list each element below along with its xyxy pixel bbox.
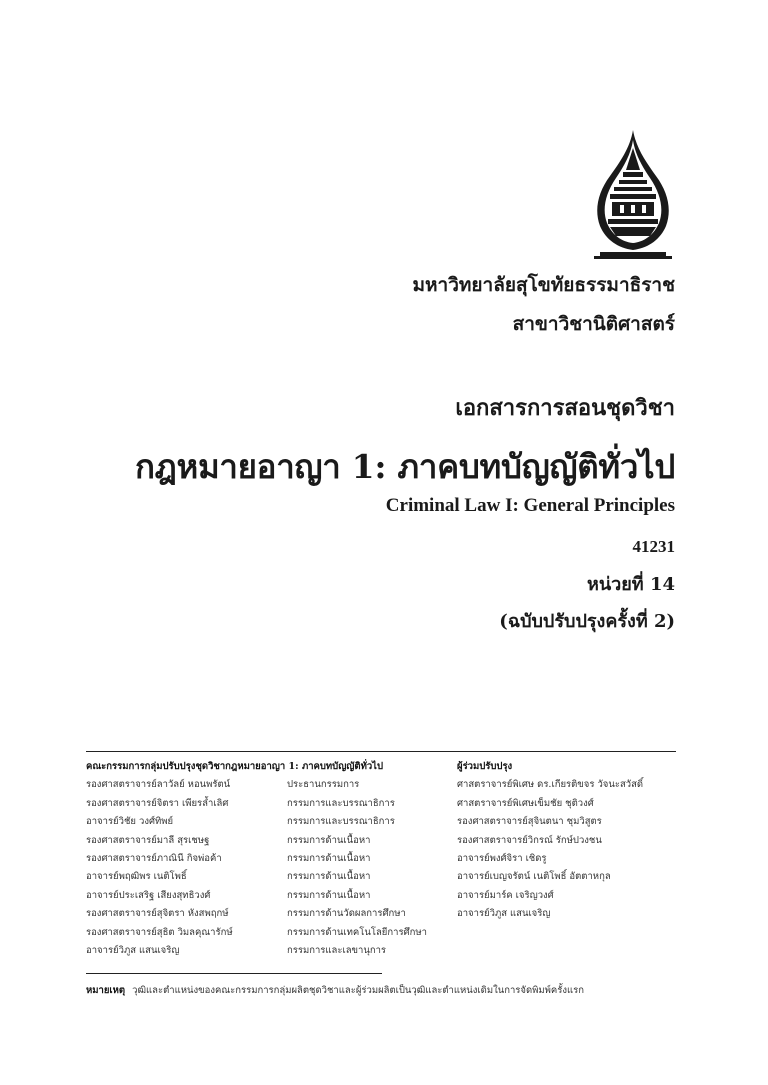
committee-member-name: รองศาสตราจารย์มาลี สุรเชษฐ — [86, 834, 210, 846]
unit-number: หน่วยที่ 14 — [586, 574, 675, 595]
committee-member-role: กรรมการด้านวัดผลการศึกษา — [287, 908, 406, 920]
course-code: 41231 — [632, 537, 675, 556]
contributor-name: รองศาสตราจารย์สุจินตนา ชุมวิสูตร — [457, 816, 602, 828]
committee-member-role: ประธานกรรมการ — [287, 779, 360, 791]
university-name: มหาวิทยาลัยสุโขทัยธรรมาธิราช — [412, 274, 675, 296]
committee-member-role: กรรมการด้านเทคโนโลยีการศึกษา — [287, 926, 427, 938]
committee-member-name: อาจารย์พฤฒิพร เนติโพธิ์ — [86, 871, 187, 883]
university-emblem — [590, 128, 676, 260]
contributor-name: อาจารย์วิภูส แสนเจริญ — [457, 908, 551, 920]
contributor-name: รองศาสตราจารย์วิกรณ์ รักษ์ปวงชน — [457, 834, 602, 846]
department-name: สาขาวิชานิติศาสตร์ — [512, 313, 675, 335]
committee-member-name: อาจารย์วิชัย วงศ์ทิพย์ — [86, 816, 174, 828]
contributor-name: ศาสตราจารย์พิเศษ ดร.เกียรติขจร วัจนะสวัสดิ์ — [457, 779, 644, 791]
committee-member-role: กรรมการด้านเนื้อหา — [287, 834, 371, 846]
committee-member-role: กรรมการด้านเนื้อหา — [287, 871, 371, 883]
committee-member-role: กรรมการและบรรณาธิการ — [287, 797, 395, 809]
committee-roles-column — [287, 758, 427, 960]
document-type: เอกสารการสอนชุดวิชา — [455, 395, 675, 421]
committee-member-name: รองศาสตราจารย์ภาณินี กิจพ่อค้า — [86, 853, 222, 865]
committee-member-name: อาจารย์วิภูส แสนเจริญ — [86, 945, 180, 957]
contributors-heading: ผู้ร่วมปรับปรุง — [457, 761, 513, 772]
course-title-english: Criminal Law I: General Principles — [385, 495, 675, 516]
contributor-name: ศาสตราจารย์พิเศษเข็มชัย ชุติวงศ์ — [457, 797, 594, 809]
footnote-divider — [86, 973, 382, 974]
contributor-name: อาจารย์พงศ์จิรา เชิดรู — [457, 853, 547, 865]
contributor-name: อาจารย์เบญจรัตน์ เนติโพธิ์ อัตตาหกุล — [457, 871, 611, 883]
footnote-text: วุฒิและตำแหน่งของคณะกรรมการกลุ่มผลิตชุดวิชาและผู้ร่วมผลิตเป็นวุฒิและตำแหน่งเดิมในการจัดพิมพ์ครั้งแรก — [132, 985, 584, 996]
contributor-name: อาจารย์มาร์ค เจริญวงศ์ — [457, 889, 554, 901]
committee-member-name: รองศาสตราจารย์ลาวัลย์ หอนพรัตน์ — [86, 779, 231, 791]
committee-heading: คณะกรรมการกลุ่มปรับปรุงชุดวิชากฎหมายอาญา 1: ภาคบทบัญญัติทั่วไป — [86, 761, 383, 772]
contributors-column — [457, 758, 643, 924]
committee-member-name: รองศาสตราจารย์สุธิต วิมลคุณารักษ์ — [86, 926, 233, 938]
footnote — [86, 983, 584, 998]
edition-label: (ฉบับปรับปรุงครั้งที่ 2) — [499, 611, 675, 632]
committee-member-role: กรรมการและเลขานุการ — [287, 945, 387, 957]
section-divider — [86, 751, 676, 752]
committee-member-role: กรรมการด้านเนื้อหา — [287, 889, 371, 901]
course-title-thai: กฎหมายอาญา 1: ภาคบทบัญญัติทั่วไป — [134, 447, 675, 486]
committee-member-name: รองศาสตราจารย์จิตรา เพียรล้ำเลิศ — [86, 797, 229, 809]
committee-member-role: กรรมการและบรรณาธิการ — [287, 816, 395, 828]
committee-member-name: รองศาสตราจารย์สุจิตรา หังสพฤกษ์ — [86, 908, 229, 920]
committee-member-role: กรรมการด้านเนื้อหา — [287, 853, 371, 865]
footnote-label: หมายเหตุ — [86, 985, 126, 996]
committee-member-name: อาจารย์ประเสริฐ เสียงสุทธิวงศ์ — [86, 889, 211, 901]
